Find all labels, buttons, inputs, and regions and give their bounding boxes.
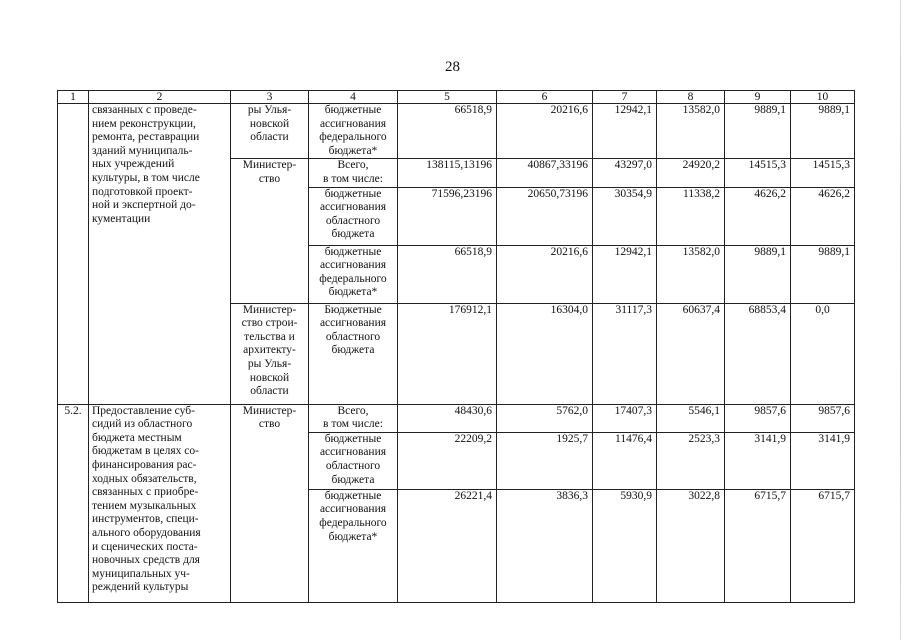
measure-description: Предоставление суб- сидий из областного бюджета местным бюджетам в целях со- финансирования рас- ходных обязательств, связанных с приобре- тением музыкальных инструментов, специ- ального оборудования и сценических поста- новочных средств для муниципальных уч- реждений культуры [89, 404, 231, 602]
value-cell: 68853,4 [725, 303, 791, 404]
value-cell: 1925,7 [497, 432, 593, 489]
value-cell: 12942,1 [593, 245, 657, 303]
header-cell: 7 [593, 91, 657, 104]
executor-cell: Министер- ство [231, 404, 309, 602]
header-cell: 4 [309, 91, 398, 104]
header-cell: 8 [657, 91, 725, 104]
value-cell: 20216,6 [497, 245, 593, 303]
funding-source: Всего, в том числе: [309, 404, 398, 432]
value-cell: 26221,4 [398, 489, 497, 602]
value-cell: 71596,23196 [398, 187, 497, 245]
value-cell: 43297,0 [593, 159, 657, 187]
value-cell: 3141,9 [725, 432, 791, 489]
measure-description: связанных с проведе- нием реконструкции, ремонта, реставрации зданий муниципаль- ных учреждений культуры, в том числе подготовкой проект- ной и экспертной до- кументации [89, 104, 231, 405]
value-cell: 4626,2 [725, 187, 791, 245]
header-cell: 1 [58, 91, 89, 104]
header-cell: 6 [497, 91, 593, 104]
funding-source: бюджетные ассигнования федерального бюджета* [309, 104, 398, 159]
value-cell: 31117,3 [593, 303, 657, 404]
value-cell: 176912,1 [398, 303, 497, 404]
value-cell: 9889,1 [791, 245, 855, 303]
funding-source: бюджетные ассигнования федерального бюджета* [309, 489, 398, 602]
value-cell: 20650,73196 [497, 187, 593, 245]
value-cell: 12942,1 [593, 104, 657, 159]
executor-cell: ры Улья- новской области [231, 104, 309, 159]
budget-table [57, 90, 855, 603]
value-cell: 5762,0 [497, 404, 593, 432]
value-cell: 30354,9 [593, 187, 657, 245]
funding-source: бюджетные ассигнования областного бюджета [309, 187, 398, 245]
table-row [58, 104, 855, 159]
value-cell: 3141,9 [791, 432, 855, 489]
value-cell: 9889,1 [791, 104, 855, 159]
header-cell: 10 [791, 91, 855, 104]
funding-source: бюджетные ассигнования федерального бюджета* [309, 245, 398, 303]
value-cell: 9857,6 [725, 404, 791, 432]
value-cell: 9889,1 [725, 245, 791, 303]
value-cell: 9857,6 [791, 404, 855, 432]
funding-source: Бюджетные ассигнования областного бюджета [309, 303, 398, 404]
value-cell: 3022,8 [657, 489, 725, 602]
executor-cell: Министер- ство строи- тельства и архитекту- ры Улья- новской области [231, 303, 309, 404]
funding-source: Всего, в том числе: [309, 159, 398, 187]
value-cell: 40867,33196 [497, 159, 593, 187]
value-cell: 6715,7 [791, 489, 855, 602]
value-cell: 66518,9 [398, 104, 497, 159]
value-cell: 4626,2 [791, 187, 855, 245]
scan-edge-shadow [900, 0, 901, 640]
value-cell: 22209,2 [398, 432, 497, 489]
value-cell: 2523,3 [657, 432, 725, 489]
header-row [58, 91, 855, 104]
value-cell: 24920,2 [657, 159, 725, 187]
value-cell: 48430,6 [398, 404, 497, 432]
value-cell: 5546,1 [657, 404, 725, 432]
header-cell: 2 [89, 91, 231, 104]
value-cell: 11338,2 [657, 187, 725, 245]
row-number-cell [58, 104, 89, 405]
header-cell: 5 [398, 91, 497, 104]
value-cell: 138115,13196 [398, 159, 497, 187]
value-cell: 14515,3 [725, 159, 791, 187]
value-cell: 3836,3 [497, 489, 593, 602]
funding-source: бюджетные ассигнования областного бюджета [309, 432, 398, 489]
row-number-cell: 5.2. [58, 404, 89, 602]
table-row [58, 404, 855, 432]
value-cell: 0,0 [791, 303, 855, 404]
value-cell: 66518,9 [398, 245, 497, 303]
value-cell: 13582,0 [657, 104, 725, 159]
value-cell: 17407,3 [593, 404, 657, 432]
value-cell: 9889,1 [725, 104, 791, 159]
value-cell: 13582,0 [657, 245, 725, 303]
value-cell: 11476,4 [593, 432, 657, 489]
value-cell: 20216,6 [497, 104, 593, 159]
value-cell: 60637,4 [657, 303, 725, 404]
page-number: 28 [445, 59, 460, 75]
value-cell: 16304,0 [497, 303, 593, 404]
value-cell: 6715,7 [725, 489, 791, 602]
value-cell: 14515,3 [791, 159, 855, 187]
header-cell: 9 [725, 91, 791, 104]
value-cell: 5930,9 [593, 489, 657, 602]
header-cell: 3 [231, 91, 309, 104]
executor-cell: Министер- ство [231, 159, 309, 303]
